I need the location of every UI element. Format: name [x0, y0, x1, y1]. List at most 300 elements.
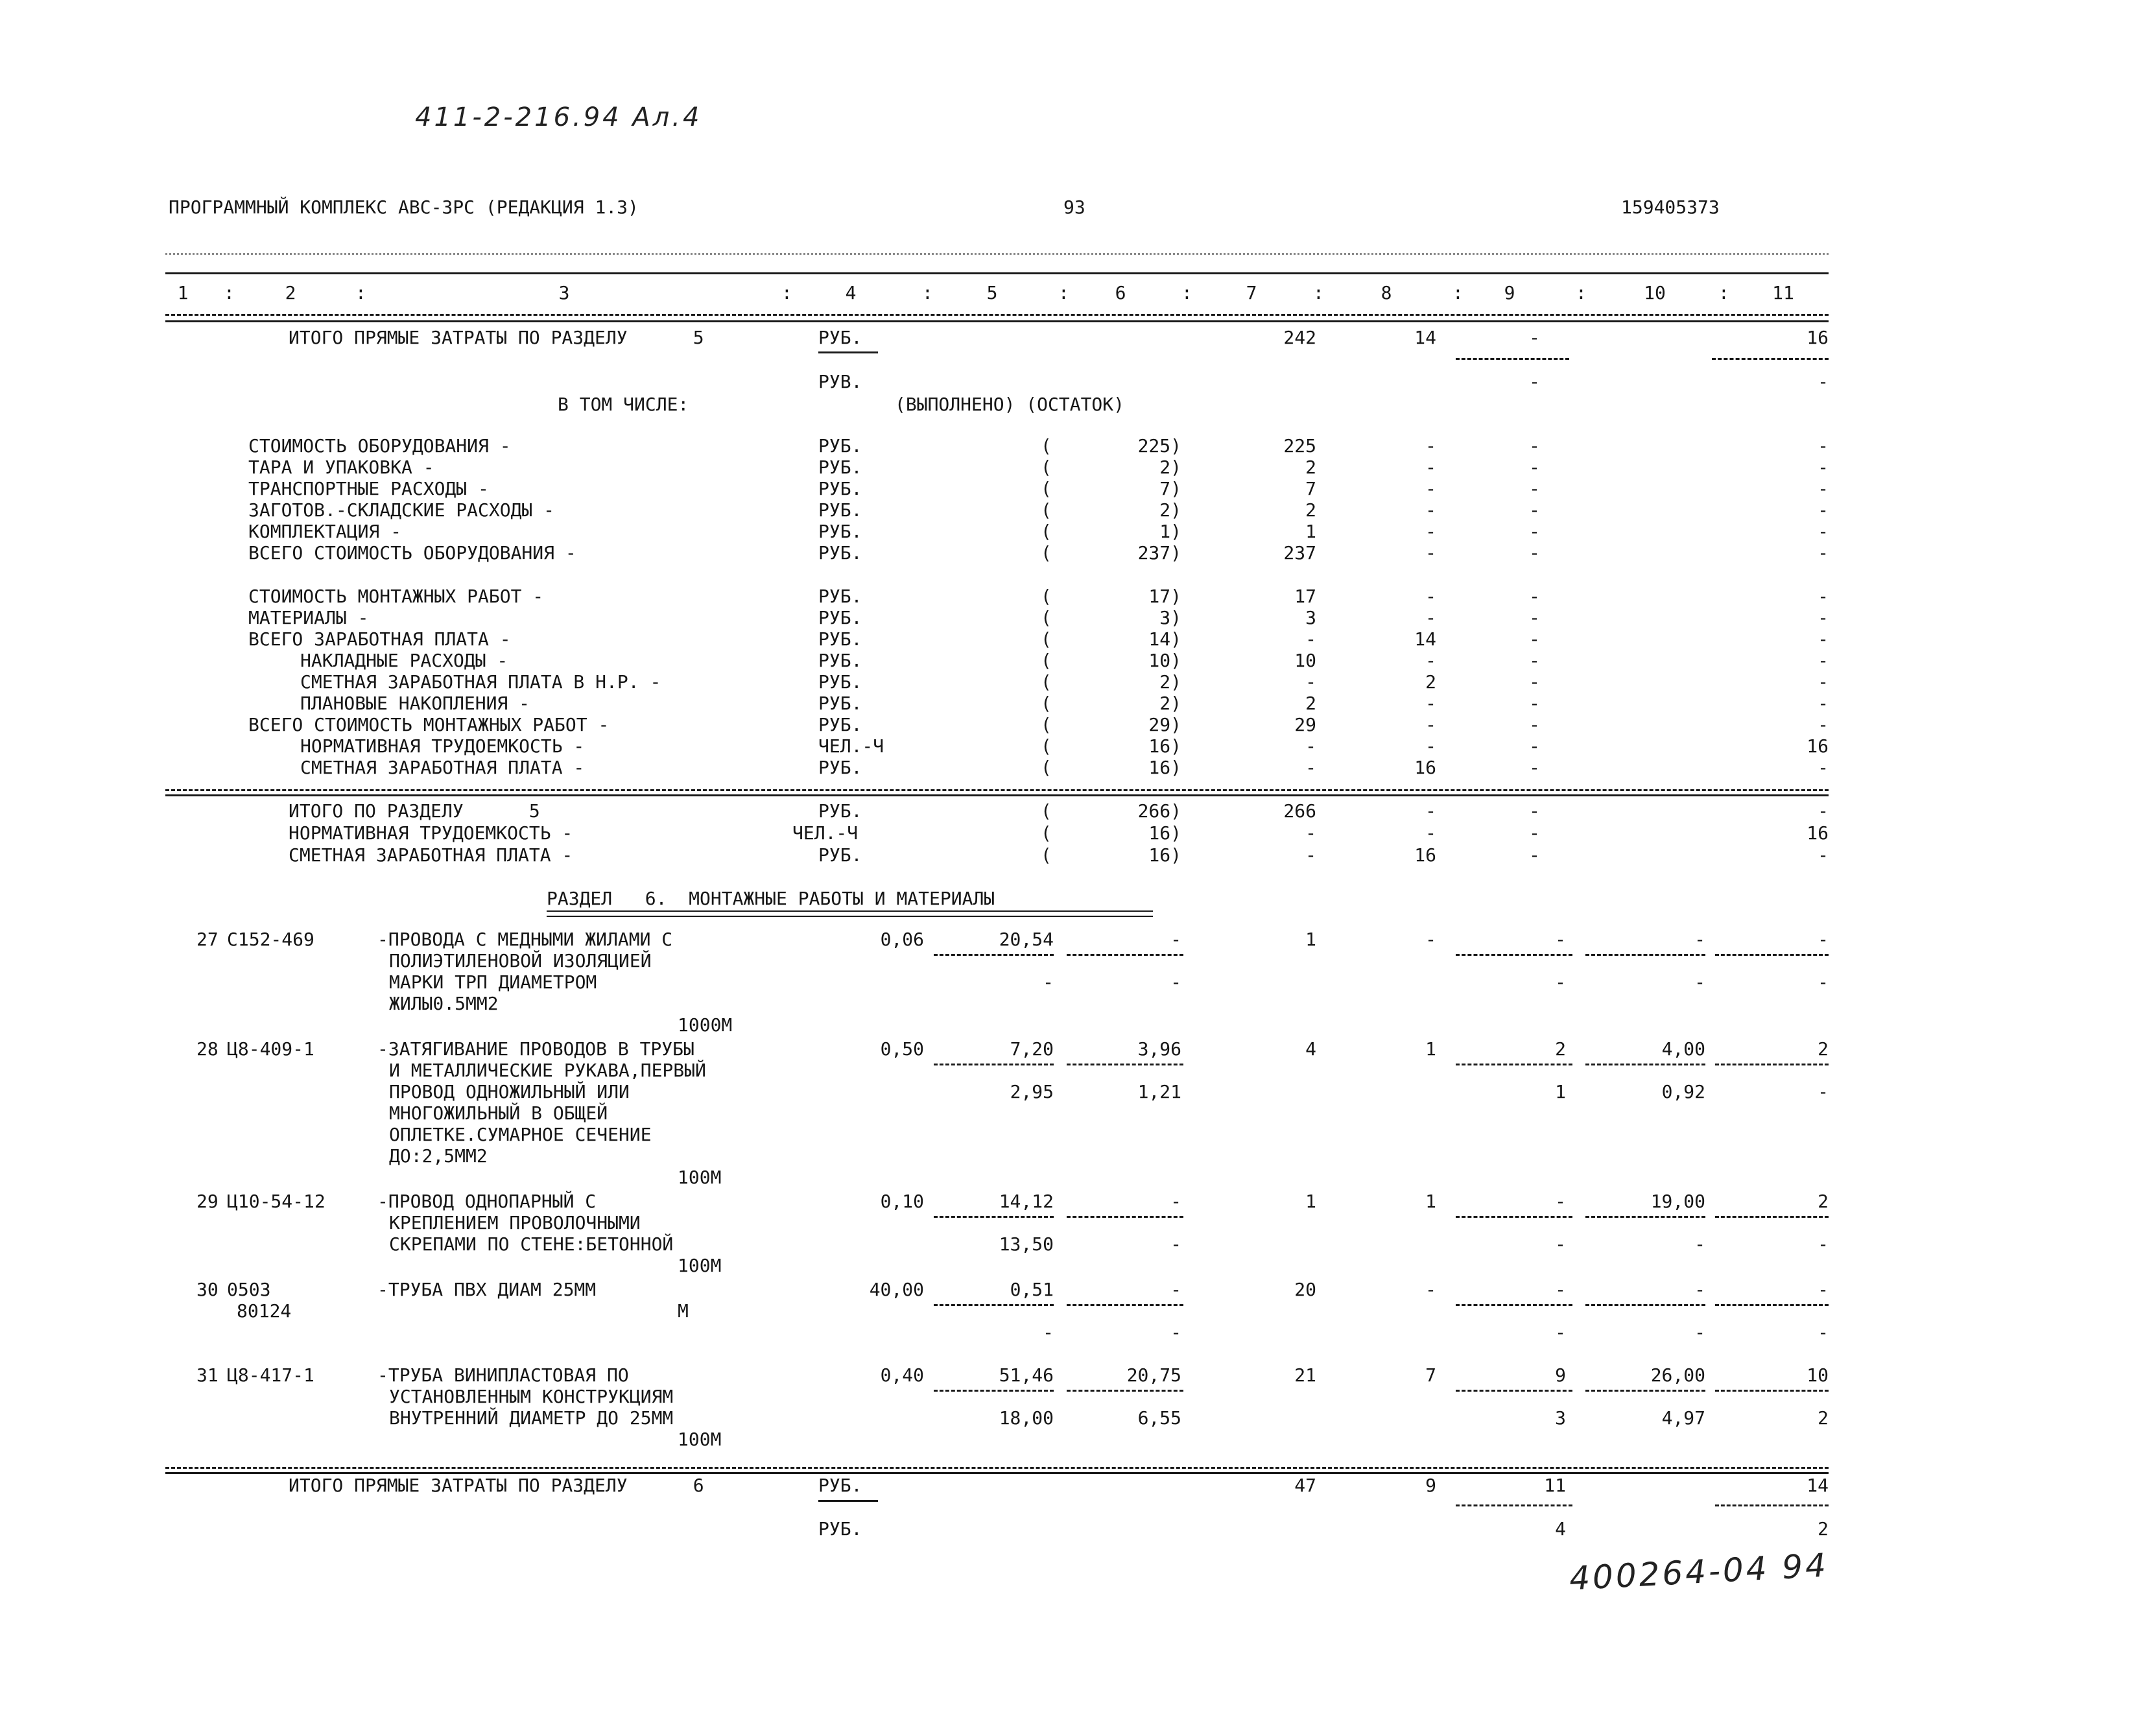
sec5-total-col9: - — [1529, 327, 1540, 348]
column-number-10: 10 — [1644, 282, 1666, 303]
item-28-col5: 7,20 — [1010, 1038, 1054, 1060]
item-28-description-3: МНОГОЖИЛЬНЫЙ В ОБЩЕЙ — [389, 1102, 608, 1124]
montage-row-3-col9: - — [1529, 650, 1540, 671]
montage-row-0-label: СТОИМОСТЬ МОНТАЖНЫХ РАБОТ - — [248, 586, 544, 607]
equipment-row-1-col9: - — [1529, 457, 1540, 478]
montage-row-7-col9: - — [1529, 735, 1540, 757]
sec5-total-row-2-col9: - — [1529, 844, 1540, 866]
col9-divider — [1456, 1504, 1572, 1506]
open-paren: ( — [1041, 628, 1052, 650]
equipment-row-5-col7: 237 — [1283, 542, 1316, 564]
header-top-rule — [165, 272, 1829, 274]
open-paren: ( — [1041, 542, 1052, 564]
montage-row-3-label: НАКЛАДНЫЕ РАСХОДЫ - — [300, 650, 508, 671]
item-27-col6: - — [1170, 929, 1181, 950]
item-27-col5-wage: - — [1043, 971, 1054, 993]
cell-divider — [1456, 1390, 1572, 1392]
montage-row-6-col11: - — [1818, 714, 1829, 735]
cell-divider — [1456, 1304, 1572, 1306]
item-27-description-1: ПОЛИЭТИЛЕНОВОЙ ИЗОЛЯЦИЕЙ — [389, 950, 652, 971]
sec6-rule-1 — [165, 1467, 1829, 1469]
item-27-col11-wage: - — [1818, 971, 1829, 993]
montage-row-4-col8: 2 — [1425, 671, 1436, 693]
item-30-col6: - — [1170, 1279, 1181, 1300]
equipment-row-5-label: ВСЕГО СТОИМОСТЬ ОБОРУДОВАНИЯ - — [248, 542, 576, 564]
item-27-col9-wage: - — [1555, 971, 1566, 993]
montage-row-1-col7: 3 — [1305, 607, 1316, 628]
equipment-row-0-unit: РУБ. — [818, 435, 862, 457]
cell-divider — [1585, 1064, 1705, 1065]
item-28-number: 28 — [196, 1038, 219, 1060]
item-30-col5-wage: - — [1043, 1322, 1054, 1343]
montage-row-7-unit: ЧЕЛ.-Ч — [818, 735, 884, 757]
item-30-code-2: 80124 — [237, 1300, 292, 1322]
sec5-total-row-0-unit: РУБ. — [818, 800, 862, 822]
column-number-9: 9 — [1504, 282, 1515, 303]
montage-row-2-col7: - — [1305, 628, 1316, 650]
equipment-row-0-label: СТОИМОСТЬ ОБОРУДОВАНИЯ - — [248, 435, 511, 457]
equipment-row-0-col9: - — [1529, 435, 1540, 457]
column-separator: : — [1718, 282, 1729, 303]
column-separator: : — [355, 282, 366, 303]
equipment-row-1-completed-value: 2) — [1159, 457, 1181, 478]
item-27-unit: 1000М — [678, 1014, 733, 1036]
item-31-col10: 26,00 — [1650, 1364, 1705, 1386]
montage-row-8-col11: - — [1818, 757, 1829, 778]
montage-row-7-label: НОРМАТИВНАЯ ТРУДОЕМКОСТЬ - — [300, 735, 585, 757]
montage-row-5-col7: 2 — [1305, 693, 1316, 714]
sec5-total-row-1-col11: 16 — [1807, 822, 1829, 844]
montage-row-3-col11: - — [1818, 650, 1829, 671]
equipment-row-3-col8: - — [1425, 499, 1436, 521]
item-31-col11-wage: 2 — [1818, 1407, 1829, 1429]
item-31-col11: 10 — [1807, 1364, 1829, 1386]
sec5-total-row-2-col11: - — [1818, 844, 1829, 866]
column-separator: : — [1576, 282, 1587, 303]
item-31-col10-wage: 4,97 — [1661, 1407, 1705, 1429]
item-29-col8: 1 — [1425, 1191, 1436, 1212]
sec5-total-row-2-label: СМЕТНАЯ ЗАРАБОТНАЯ ПЛАТА - — [289, 844, 573, 866]
montage-row-5-unit: РУБ. — [818, 693, 862, 714]
equipment-row-3-unit: РУБ. — [818, 499, 862, 521]
item-31-description-2: ВНУТРЕННИЙ ДИАМЕТР ДО 25ММ — [389, 1407, 674, 1429]
item-29-col5: 14,12 — [999, 1191, 1054, 1212]
equipment-row-2-col9: - — [1529, 478, 1540, 499]
cell-divider — [1067, 1216, 1183, 1218]
montage-row-0-completed-value: 17) — [1148, 586, 1181, 607]
sec5-total-col7: 242 — [1283, 327, 1316, 348]
cell-divider — [1715, 1304, 1829, 1306]
cell-divider — [1585, 1304, 1705, 1306]
cell-divider — [1067, 954, 1183, 956]
montage-row-8-label: СМЕТНАЯ ЗАРАБОТНАЯ ПЛАТА - — [300, 757, 585, 778]
open-paren: ( — [1041, 586, 1052, 607]
sec6-total-unit-1: РУБ. — [818, 1475, 862, 1496]
item-30-number: 30 — [196, 1279, 219, 1300]
item-30-col11: - — [1818, 1279, 1829, 1300]
montage-row-0-col11: - — [1818, 586, 1829, 607]
equipment-row-5-unit: РУБ. — [818, 542, 862, 564]
montage-row-1-unit: РУБ. — [818, 607, 862, 628]
item-29-description-0: -ПРОВОД ОДНОПАРНЫЙ С — [377, 1191, 597, 1212]
open-paren: ( — [1041, 844, 1052, 866]
montage-row-0-unit: РУБ. — [818, 586, 862, 607]
open-paren: ( — [1041, 822, 1052, 844]
item-29-col6: - — [1170, 1191, 1181, 1212]
item-29-col6-wage: - — [1170, 1233, 1181, 1255]
item-29-quantity: 0,10 — [880, 1191, 924, 1212]
item-29-col10-wage: - — [1694, 1233, 1705, 1255]
including-label: В ТОМ ЧИСЛЕ: — [558, 394, 689, 415]
sec5-total-row-1-unit: ЧЕЛ.-Ч — [792, 822, 859, 844]
item-31-number: 31 — [196, 1364, 219, 1386]
cell-divider — [1456, 954, 1572, 956]
montage-row-3-completed-value: 10) — [1148, 650, 1181, 671]
sec5-rule-2 — [165, 794, 1829, 796]
montage-row-0-col9: - — [1529, 586, 1540, 607]
cell-divider — [1715, 1216, 1829, 1218]
montage-row-7-completed-value: 16) — [1148, 735, 1181, 757]
cell-divider — [934, 954, 1054, 956]
column-number-6: 6 — [1115, 282, 1126, 303]
item-29-col11: 2 — [1818, 1191, 1829, 1212]
equipment-row-1-col7: 2 — [1305, 457, 1316, 478]
montage-row-7-col7: - — [1305, 735, 1316, 757]
equipment-row-1-col11: - — [1818, 457, 1829, 478]
open-paren: ( — [1041, 457, 1052, 478]
column-separator: : — [1058, 282, 1069, 303]
item-31-col6-wage: 6,55 — [1137, 1407, 1181, 1429]
item-29-col9: - — [1555, 1191, 1566, 1212]
montage-row-7-col11: 16 — [1807, 735, 1829, 757]
sec5-total-row-1-col7: - — [1305, 822, 1316, 844]
item-27-description-0: -ПРОВОДА С МЕДНЫМИ ЖИЛАМИ С — [377, 929, 673, 950]
item-28-col10: 4,00 — [1661, 1038, 1705, 1060]
top-dotted-line — [165, 253, 1829, 255]
montage-row-4-col9: - — [1529, 671, 1540, 693]
sec5-total-row-1-completed: 16) — [1148, 822, 1181, 844]
sec6-total-col11-remainder: 2 — [1818, 1518, 1829, 1540]
item-30-col8: - — [1425, 1279, 1436, 1300]
column-number-5: 5 — [986, 282, 998, 303]
montage-row-7-col8: - — [1425, 735, 1436, 757]
montage-row-5-completed-value: 2) — [1159, 693, 1181, 714]
montage-row-2-col11: - — [1818, 628, 1829, 650]
open-paren: ( — [1041, 435, 1052, 457]
montage-row-2-completed-value: 14) — [1148, 628, 1181, 650]
item-30-description-0: -ТРУБА ПВХ ДИАМ 25ММ — [377, 1279, 597, 1300]
cell-divider — [1067, 1304, 1183, 1306]
equipment-row-5-completed-value: 237) — [1137, 542, 1181, 564]
item-27-col10-wage: - — [1694, 971, 1705, 993]
montage-row-6-label: ВСЕГО СТОИМОСТЬ МОНТАЖНЫХ РАБОТ - — [248, 714, 610, 735]
item-28-description-5: ДО:2,5ММ2 — [389, 1145, 488, 1167]
item-28-col7: 4 — [1305, 1038, 1316, 1060]
item-28-col11: 2 — [1818, 1038, 1829, 1060]
cell-divider — [934, 1064, 1054, 1065]
montage-row-4-label: СМЕТНАЯ ЗАРАБОТНАЯ ПЛАТА В Н.Р. - — [300, 671, 661, 693]
montage-row-1-completed-value: 3) — [1159, 607, 1181, 628]
montage-row-2-col8: 14 — [1414, 628, 1436, 650]
title-double-line-1 — [547, 910, 1153, 912]
equipment-row-3-col7: 2 — [1305, 499, 1316, 521]
sec6-total-col11: 14 — [1807, 1475, 1829, 1496]
item-29-number: 29 — [196, 1191, 219, 1212]
open-paren: ( — [1041, 693, 1052, 714]
montage-row-1-label: МАТЕРИАЛЫ - — [248, 607, 369, 628]
item-27-col9: - — [1555, 929, 1566, 950]
col11-divider — [1715, 1504, 1829, 1506]
sec5-total-row-2-unit: РУБ. — [818, 844, 862, 866]
column-number-2: 2 — [285, 282, 296, 303]
item-27-col8: - — [1425, 929, 1436, 950]
cell-divider — [934, 1390, 1054, 1392]
column-number-3: 3 — [558, 282, 570, 303]
column-number-8: 8 — [1381, 282, 1392, 303]
equipment-row-2-col8: - — [1425, 478, 1436, 499]
item-27-code: С152-469 — [227, 929, 314, 950]
equipment-row-1-unit: РУБ. — [818, 457, 862, 478]
open-paren: ( — [1041, 735, 1052, 757]
item-27-col7: 1 — [1305, 929, 1316, 950]
completed-remainder-label: (ВЫПОЛНЕНО) (ОСТАТОК) — [895, 394, 1125, 415]
column-separator: : — [1313, 282, 1324, 303]
equipment-row-5-col9: - — [1529, 542, 1540, 564]
item-27-col5: 20,54 — [999, 929, 1054, 950]
montage-row-6-col9: - — [1529, 714, 1540, 735]
equipment-row-4-col7: 1 — [1305, 521, 1316, 542]
montage-row-0-col8: - — [1425, 586, 1436, 607]
item-30-col7: 20 — [1294, 1279, 1316, 1300]
equipment-row-0-col7: 225 — [1283, 435, 1316, 457]
montage-row-4-completed-value: 2) — [1159, 671, 1181, 693]
column-number-11: 11 — [1772, 282, 1794, 303]
sec6-total-col7: 47 — [1294, 1475, 1316, 1496]
montage-row-8-unit: РУБ. — [818, 757, 862, 778]
montage-row-3-col8: - — [1425, 650, 1436, 671]
equipment-row-3-completed-value: 2) — [1159, 499, 1181, 521]
item-29-col5-wage: 13,50 — [999, 1233, 1054, 1255]
equipment-row-3-label: ЗАГОТОВ.-СКЛАДСКИЕ РАСХОДЫ - — [248, 499, 555, 521]
cell-divider — [1585, 1216, 1705, 1218]
equipment-row-2-col7: 7 — [1305, 478, 1316, 499]
item-31-col9-wage: 3 — [1555, 1407, 1566, 1429]
item-28-description-0: -ЗАТЯГИВАНИЕ ПРОВОДОВ В ТРУБЫ — [377, 1038, 694, 1060]
handwritten-bottom-code: 400264-04 94 — [1568, 1546, 1830, 1598]
item-31-col5-wage: 18,00 — [999, 1407, 1054, 1429]
cell-divider — [1715, 1064, 1829, 1065]
document-number: 159405373 — [1621, 196, 1720, 218]
item-31-code: Ц8-417-1 — [227, 1364, 314, 1386]
montage-row-3-unit: РУБ. — [818, 650, 862, 671]
sec5-total-unit-1: РУБ. — [818, 327, 862, 348]
equipment-row-4-col9: - — [1529, 521, 1540, 542]
cell-divider — [1715, 1390, 1829, 1392]
item-30-unit: М — [678, 1300, 689, 1322]
equipment-row-4-col11: - — [1818, 521, 1829, 542]
cell-divider — [1067, 1064, 1183, 1065]
sec5-total-row-1-col8: - — [1425, 822, 1436, 844]
montage-row-5-col8: - — [1425, 693, 1436, 714]
montage-row-8-col8: 16 — [1414, 757, 1436, 778]
equipment-row-4-unit: РУБ. — [818, 521, 862, 542]
item-28-col6-wage: 1,21 — [1137, 1081, 1181, 1102]
item-28-description-4: ОПЛЕТКЕ.СУМАРНОЕ СЕЧЕНИЕ — [389, 1124, 652, 1145]
item-29-col7: 1 — [1305, 1191, 1316, 1212]
item-27-description-3: ЖИЛЫ0.5ММ2 — [389, 993, 499, 1014]
sec5-total-row-2-completed: 16) — [1148, 844, 1181, 866]
item-31-col8: 7 — [1425, 1364, 1436, 1386]
program-title: ПРОГРАММНЫЙ КОМПЛЕКС АВС-3РС (РЕДАКЦИЯ 1.3) — [169, 196, 639, 218]
section-6-title: РАЗДЕЛ 6. МОНТАЖНЫЕ РАБОТЫ И МАТЕРИАЛЫ — [547, 888, 995, 909]
item-30-col10-wage: - — [1694, 1322, 1705, 1343]
sec5-total-row-0-col7: 266 — [1283, 800, 1316, 822]
item-31-col5: 51,46 — [999, 1364, 1054, 1386]
equipment-row-4-label: КОМПЛЕКТАЦИЯ - — [248, 521, 402, 542]
montage-row-6-col8: - — [1425, 714, 1436, 735]
item-29-description-2: СКРЕПАМИ ПО СТЕНЕ:БЕТОННОЙ — [389, 1233, 674, 1255]
cell-divider — [1585, 954, 1705, 956]
sec5-total-col11-remainder: - — [1818, 371, 1829, 392]
item-30-col9-wage: - — [1555, 1322, 1566, 1343]
montage-row-8-completed-value: 16) — [1148, 757, 1181, 778]
open-paren: ( — [1041, 714, 1052, 735]
cell-divider — [1585, 1390, 1705, 1392]
equipment-row-1-label: ТАРА И УПАКОВКА - — [248, 457, 434, 478]
equipment-row-2-completed-value: 7) — [1159, 478, 1181, 499]
equipment-row-3-col11: - — [1818, 499, 1829, 521]
item-31-col9: 9 — [1555, 1364, 1566, 1386]
item-27-col10: - — [1694, 929, 1705, 950]
item-28-col9-wage: 1 — [1555, 1081, 1566, 1102]
item-28-quantity: 0,50 — [880, 1038, 924, 1060]
column-separator: : — [224, 282, 235, 303]
equipment-row-4-col8: - — [1425, 521, 1436, 542]
item-30-col6-wage: - — [1170, 1322, 1181, 1343]
item-29-description-1: КРЕПЛЕНИЕМ ПРОВОЛОЧНЫМИ — [389, 1212, 641, 1233]
equipment-row-0-col8: - — [1425, 435, 1436, 457]
cell-divider — [1067, 1390, 1183, 1392]
open-paren: ( — [1041, 671, 1052, 693]
open-paren: ( — [1041, 499, 1052, 521]
equipment-row-4-completed-value: 1) — [1159, 521, 1181, 542]
page-number: 93 — [1063, 196, 1085, 218]
item-27-col11: - — [1818, 929, 1829, 950]
sec5-total-col11: 16 — [1807, 327, 1829, 348]
column-separator: : — [781, 282, 792, 303]
sec5-total-row-0-completed: 266) — [1137, 800, 1181, 822]
open-paren: ( — [1041, 800, 1052, 822]
open-paren: ( — [1041, 607, 1052, 628]
montage-row-5-col9: - — [1529, 693, 1540, 714]
sec5-total-row-0-col8: - — [1425, 800, 1436, 822]
col9-divider — [1456, 358, 1569, 360]
sec5-total-col9-remainder: - — [1529, 371, 1540, 392]
item-28-col11-wage: - — [1818, 1081, 1829, 1102]
sec6-total-col8: 9 — [1425, 1475, 1436, 1496]
montage-row-4-unit: РУБ. — [818, 671, 862, 693]
montage-row-6-col7: 29 — [1294, 714, 1316, 735]
open-paren: ( — [1041, 650, 1052, 671]
sec5-total-row-1-label: НОРМАТИВНАЯ ТРУДОЕМКОСТЬ - — [289, 822, 573, 844]
sec5-total-row-0-col9: - — [1529, 800, 1540, 822]
item-30-col11-wage: - — [1818, 1322, 1829, 1343]
item-28-code: Ц8-409-1 — [227, 1038, 314, 1060]
sec5-total-row-2-col8: 16 — [1414, 844, 1436, 866]
sec5-total-col8: 14 — [1414, 327, 1436, 348]
item-28-col10-wage: 0,92 — [1661, 1081, 1705, 1102]
column-separator: : — [922, 282, 933, 303]
item-27-description-2: МАРКИ ТРП ДИАМЕТРОМ — [389, 971, 597, 993]
montage-row-0-col7: 17 — [1294, 586, 1316, 607]
cell-divider — [1715, 954, 1829, 956]
sec5-total-row-2-col7: - — [1305, 844, 1316, 866]
sec5-rule-1 — [165, 789, 1829, 791]
item-31-unit: 100М — [678, 1429, 722, 1450]
equipment-row-2-unit: РУБ. — [818, 478, 862, 499]
item-29-col11-wage: - — [1818, 1233, 1829, 1255]
header-bottom-rule-2 — [165, 320, 1829, 322]
item-29-col10: 19,00 — [1650, 1191, 1705, 1212]
item-28-description-2: ПРОВОД ОДНОЖИЛЬНЫЙ ИЛИ — [389, 1081, 630, 1102]
equipment-row-0-col11: - — [1818, 435, 1829, 457]
item-31-description-0: -ТРУБА ВИНИПЛАСТОВАЯ ПО — [377, 1364, 629, 1386]
equipment-row-3-col9: - — [1529, 499, 1540, 521]
column-number-1: 1 — [177, 282, 189, 303]
montage-row-1-col11: - — [1818, 607, 1829, 628]
montage-row-2-unit: РУБ. — [818, 628, 862, 650]
sec5-total-row-1-col9: - — [1529, 822, 1540, 844]
item-28-col9: 2 — [1555, 1038, 1566, 1060]
item-29-col9-wage: - — [1555, 1233, 1566, 1255]
item-31-col7: 21 — [1294, 1364, 1316, 1386]
unit-underline — [818, 351, 878, 353]
montage-row-3-col7: 10 — [1294, 650, 1316, 671]
open-paren: ( — [1041, 757, 1052, 778]
equipment-row-0-completed-value: 225) — [1137, 435, 1181, 457]
equipment-row-1-col8: - — [1425, 457, 1436, 478]
item-31-col6: 20,75 — [1126, 1364, 1181, 1386]
sec6-total-direct-label: ИТОГО ПРЯМЫЕ ЗАТРАТЫ ПО РАЗДЕЛУ 6 — [289, 1475, 704, 1496]
sec5-total-row-0-label: ИТОГО ПО РАЗДЕЛУ 5 — [289, 800, 540, 822]
column-separator: : — [1452, 282, 1464, 303]
item-30-col10: - — [1694, 1279, 1705, 1300]
item-28-col5-wage: 2,95 — [1010, 1081, 1054, 1102]
item-28-description-1: И МЕТАЛЛИЧЕСКИЕ РУКАВА,ПЕРВЫЙ — [389, 1060, 706, 1081]
item-27-number: 27 — [196, 929, 219, 950]
open-paren: ( — [1041, 521, 1052, 542]
sec6-total-unit-2: РУБ. — [818, 1518, 862, 1540]
column-number-4: 4 — [845, 282, 857, 303]
equipment-row-2-col11: - — [1818, 478, 1829, 499]
cell-divider — [1456, 1064, 1572, 1065]
item-27-col6-wage: - — [1170, 971, 1181, 993]
equipment-row-2-label: ТРАНСПОРТНЫЕ РАСХОДЫ - — [248, 478, 489, 499]
handwritten-top-code: 411-2-216.94 Ал.4 — [415, 102, 702, 132]
montage-row-4-col7: - — [1305, 671, 1316, 693]
montage-row-2-label: ВСЕГО ЗАРАБОТНАЯ ПЛАТА - — [248, 628, 511, 650]
sec6-total-col9: 11 — [1544, 1475, 1566, 1496]
montage-row-8-col7: - — [1305, 757, 1316, 778]
montage-row-5-col11: - — [1818, 693, 1829, 714]
item-28-col8: 1 — [1425, 1038, 1436, 1060]
montage-row-5-label: ПЛАНОВЫЕ НАКОПЛЕНИЯ - — [300, 693, 530, 714]
item-30-col9: - — [1555, 1279, 1566, 1300]
sec6-total-col9-remainder: 4 — [1555, 1518, 1566, 1540]
montage-row-2-col9: - — [1529, 628, 1540, 650]
cell-divider — [934, 1216, 1054, 1218]
sec6-rule-2 — [165, 1472, 1829, 1474]
